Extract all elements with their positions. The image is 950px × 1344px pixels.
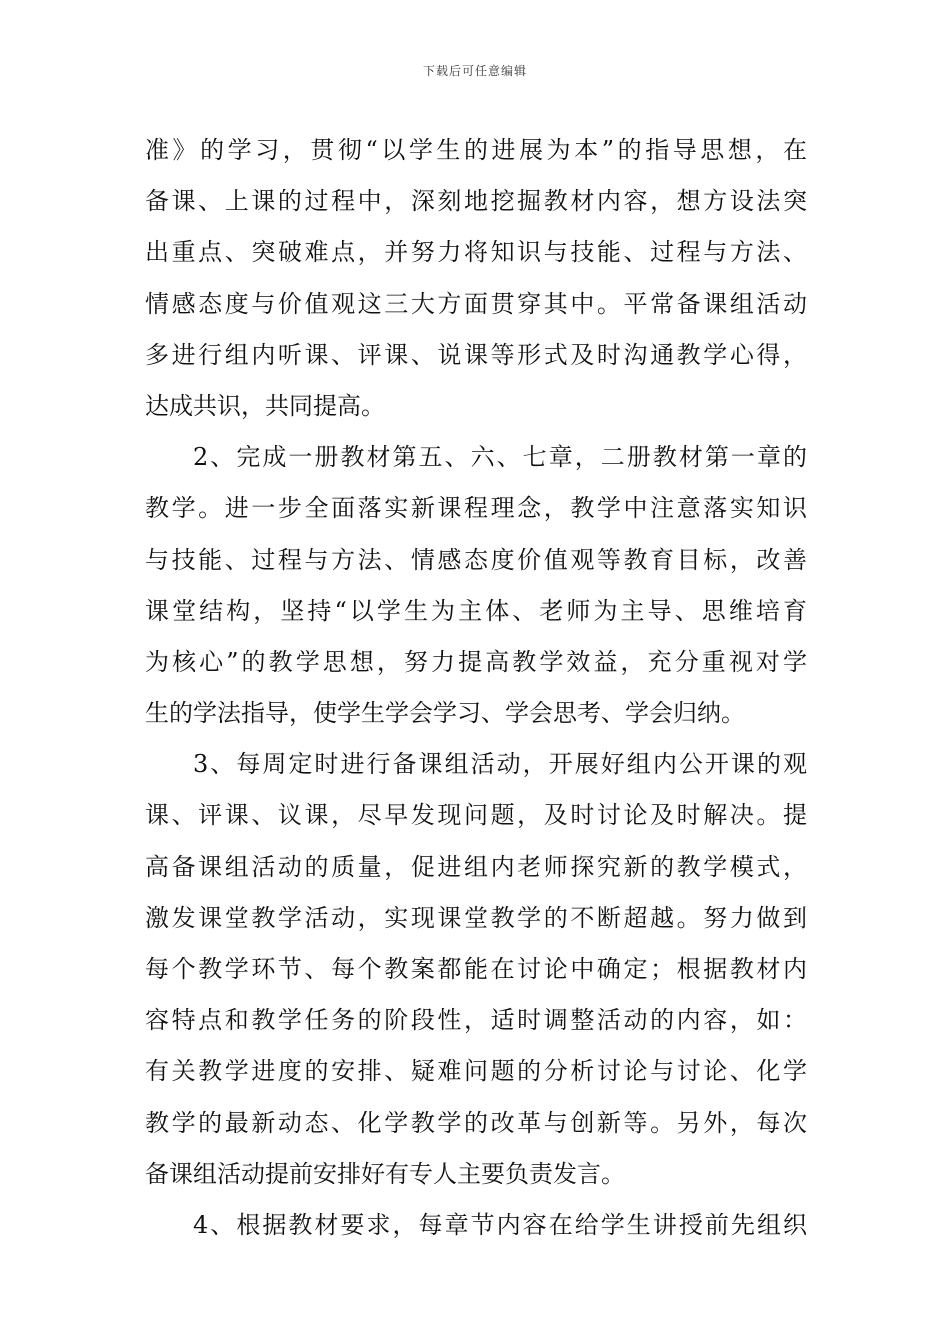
paragraph (145, 1200, 807, 1251)
text-line: 备课组活动提前安排好有专人主要负责发言。 (145, 1159, 625, 1188)
paragraph (145, 739, 807, 1200)
text-line: 2、完成一册教材第五、六、七章，二册教材第一章的 (193, 443, 807, 472)
text-line: 为核心”的教学思想，努力提高教学效益，充分重视对学 (145, 647, 807, 676)
text-line: 有关教学进度的安排、疑难问题的分析讨论与讨论、化学 (145, 1057, 807, 1086)
text-line: 达成共识，共同提高。 (145, 391, 385, 420)
text-line: 备课、上课的过程中，深刻地挖掘教材内容，想方设法突 (145, 187, 807, 216)
text-line: 情感态度与价值观这三大方面贯穿其中。平常备课组活动 (145, 289, 807, 318)
text-line: 教学。进一步全面落实新课程理念，教学中注意落实知识 (145, 494, 807, 523)
text-line: 每个教学环节、每个教案都能在讨论中确定；根据教材内 (145, 955, 807, 983)
text-line: 4、根据教材要求，每章节内容在给学生讲授前先组织 (193, 1210, 807, 1239)
paragraph (145, 125, 807, 432)
text-line: 生的学法指导，使学生学会学习、学会思考、学会归纳。 (145, 699, 745, 728)
text-line: 课、评课、议课，尽早发现问题，及时讨论及时解决。提 (145, 801, 807, 830)
text-line: 高备课组活动的质量，促进组内老师探究新的教学模式， (145, 852, 807, 881)
text-line: 3、每周定时进行备课组活动，开展好组内公开课的观 (193, 750, 807, 779)
text-line: 教学的最新动态、化学教学的改革与创新等。另外，每次 (145, 1108, 807, 1137)
text-line: 激发课堂教学活动，实现课堂教学的不断超越。努力做到 (145, 903, 807, 932)
text-line: 出重点、突破难点，并努力将知识与技能、过程与方法、 (145, 238, 807, 267)
paragraph (145, 432, 807, 739)
text-line: 课堂结构，坚持“以学生为主体、老师为主导、思维培育 (145, 596, 807, 625)
text-line: 与技能、过程与方法、情感态度价值观等教育目标，改善 (145, 545, 807, 574)
text-line: 多进行组内听课、评课、说课等形式及时沟通教学心得， (145, 340, 807, 369)
text-line: 容特点和教学任务的阶段性，适时调整活动的内容，如： (145, 1006, 807, 1035)
text-line: 准》的学习，贯彻“以学生的进展为本”的指导思想，在 (145, 136, 807, 164)
page-header: 下载后可任意编辑 (422, 64, 527, 78)
document-body (145, 125, 807, 1251)
